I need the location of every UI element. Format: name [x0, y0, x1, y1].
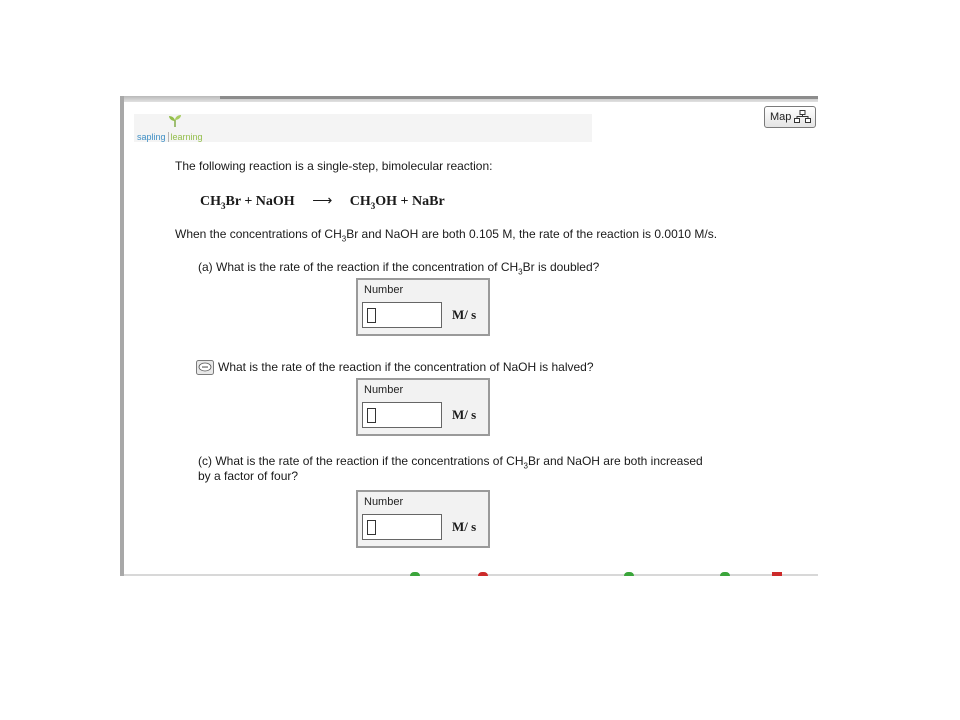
- question-a-sub: 3: [518, 267, 523, 277]
- question-a-pre: (a) What is the rate of the reaction if the concentration of CH: [198, 260, 519, 274]
- chat-bubble-icon[interactable]: [196, 360, 214, 375]
- answer-b-cursor-box: [367, 408, 376, 423]
- answer-box-a: [356, 278, 490, 336]
- eq-reactant1-ch: CH: [200, 194, 221, 209]
- sapling-learning-logo: [137, 114, 203, 142]
- conditions-post: Br and NaOH are both 0.105 M, the rate of the reaction is 0.0010 M/s.: [346, 227, 718, 241]
- eq-reactant1-br: Br: [225, 194, 241, 209]
- conditions-text: [175, 227, 717, 243]
- answer-c-unit: M/ s: [452, 519, 477, 534]
- eq-reactant2: + NaOH: [244, 194, 295, 209]
- question-c-post: Br and NaOH are both increased: [527, 454, 703, 468]
- toolbar-icon-4[interactable]: [720, 572, 730, 576]
- reaction-equation: [200, 193, 445, 211]
- frame-bottom-border: [124, 574, 818, 576]
- answer-b-unit: M/ s: [452, 407, 477, 422]
- frame-left-border: [120, 96, 124, 576]
- answer-a-unit: M/ s: [452, 307, 477, 322]
- frame-top-shadow: [220, 96, 818, 99]
- conditions-pre: When the concentrations of CH: [175, 227, 342, 241]
- question-c-line2: by a factor of four?: [198, 469, 299, 483]
- conditions-sub: 3: [341, 234, 347, 244]
- answer-box-b: [356, 378, 490, 436]
- question-a: [198, 260, 599, 276]
- answer-a-label: Number: [364, 284, 404, 296]
- toolbar-icon-1[interactable]: [410, 572, 420, 576]
- toolbar-icon-3[interactable]: [624, 572, 634, 576]
- logo-text-sapling: sapling: [137, 132, 166, 142]
- intro-text: The following reaction is a single-step, bimolecular reaction:: [175, 159, 493, 173]
- reaction-arrow-icon: ⟶: [312, 194, 333, 209]
- question-b: What is the rate of the reaction if the concentration of NaOH is halved?: [218, 360, 594, 374]
- header-band: [134, 114, 592, 142]
- eq-product2: + NaBr: [400, 194, 445, 209]
- question-a-post: Br is doubled?: [522, 260, 600, 274]
- answer-c-label: Number: [364, 496, 404, 508]
- eq-product1-oh: OH: [375, 194, 398, 209]
- logo-text-learning: learning: [168, 132, 203, 142]
- answer-a-cursor-box: [367, 308, 376, 323]
- map-icon: [794, 110, 812, 124]
- map-button-label: Map: [770, 111, 792, 123]
- answer-c-cursor-box: [367, 520, 376, 535]
- eq-reactant1-sub: 3: [221, 200, 226, 211]
- question-c-line1: [198, 454, 703, 470]
- toolbar-icon-5[interactable]: [772, 572, 782, 576]
- answer-b-label: Number: [364, 384, 404, 396]
- map-button[interactable]: [764, 106, 816, 128]
- toolbar-icon-2[interactable]: [478, 572, 488, 576]
- question-c-pre: (c) What is the rate of the reaction if the concentrations of CH: [198, 454, 524, 468]
- question-c-sub: 3: [523, 461, 528, 471]
- eq-product1-sub: 3: [370, 200, 376, 211]
- eq-product1-ch: CH: [349, 194, 371, 209]
- answer-box-c: [356, 490, 490, 548]
